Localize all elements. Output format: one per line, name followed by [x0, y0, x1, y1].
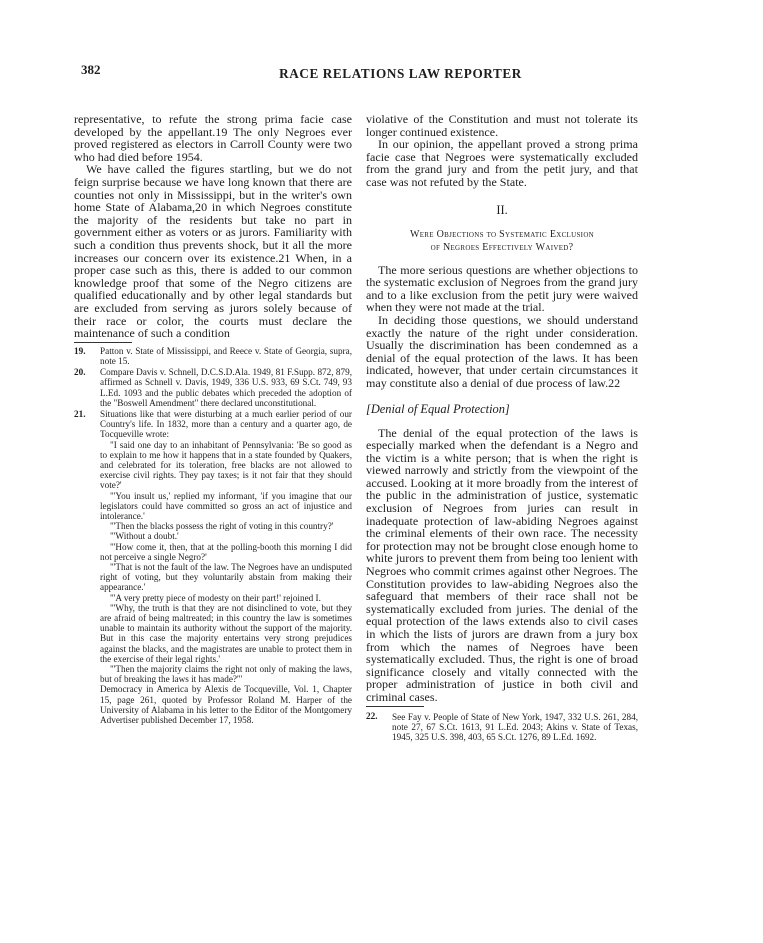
left-column: [74, 113, 352, 726]
body-paragraph: representative, to refute the strong prima facie case developed by the appellant.19 The only Negroes ever proved registered as electors in Carroll County were two who had died before 1954.: [74, 112, 352, 164]
footnote-19: [74, 346, 352, 366]
quote-line: "'That is not the fault of the law. The Negroes have an undisputed right of voting, but they voluntarily abstain from making their appearance.': [100, 561, 352, 593]
quote-line: "'Without a doubt.': [110, 531, 179, 542]
quote-line: "'A very pretty piece of modesty on their part!' rejoined I.: [110, 592, 321, 603]
footnote-text: Situations like that were disturbing at a much earlier period of our Country's life. In 1832, more than a century and a quarter ago, de Tocqueville wrote:: [100, 408, 352, 440]
footnote-22: [366, 712, 638, 743]
running-head: RACE RELATIONS LAW REPORTER: [279, 66, 522, 81]
section-title: [366, 228, 638, 254]
quote-line: "'You insult us,' replied my informant, 'if you imagine that our legislators could have committed so gross an act of injustice and intolerance.': [100, 490, 352, 521]
footnote-number: 19.: [74, 345, 86, 356]
footnote-divider: [366, 706, 424, 707]
footnote-divider: [74, 342, 132, 343]
citation-text: Democracy in America by Alexis de Tocqueville, Vol. 1, Chapter 15, page 261, quoted by Professor Roland M. Harper of the University of Alabama in his letter to the Editor of the Montgomery Advertiser published December 17, 1958.: [100, 684, 352, 725]
right-column: [366, 113, 638, 743]
section-title-line: Were Objections to Systematic Exclusion: [409, 228, 595, 240]
footnote-number: 22.: [366, 711, 378, 722]
right-footnotes: [366, 712, 638, 743]
footnote-21: [74, 409, 352, 725]
quote-line: "'How come it, then, that at the polling-booth this morning I did not perceive a single Negro?': [100, 541, 352, 562]
body-paragraph: We have called the figures startling, but we do not feign surprise because we have long known that there are counties not only in Mississippi, but in the writer's own home State of Alabama,20 in which Negroes constitute the majority of the residents but take no part in government either as voters or as jurors. Familiarity with such a condition thus prevents shock, but it all the more increases our concern over its existence.21 When, in a proper case such as this, there is added to our common knowledge proof that some of the Negro citizens are qualified educationally and by other legal standards but are excluded from serving as jurors solely because of their race or color, the courts must declare the maintenance of such a condition: [74, 162, 352, 341]
footnote-20: [74, 367, 352, 408]
quote-line: "'Then the majority claims the right not only of making the laws, but of breaking the laws it has made?'": [100, 663, 352, 685]
body-paragraph: In our opinion, the appellant proved a strong prima facie case that Negroes were systematically excluded from the grand jury and from the petit jury, and that case was not refuted by the State.: [366, 137, 638, 189]
footnote-number: 21.: [74, 408, 86, 419]
footnote-text: Patton v. State of Mississippi, and Reece v. State of Georgia, supra, note 15.: [100, 345, 352, 366]
section-number: II.: [496, 202, 508, 217]
footnote-text: See Fay v. People of State of New York, 1947, 332 U.S. 261, 284, note 27, 67 S.Ct. 1613, 91 L.Ed. 2043; Akins v. State of Texas, 1945, 325 U.S. 398, 403, 65 S.Ct. 1276, 89 L.Ed. 1692.: [392, 711, 638, 742]
section-title-line: of Negroes Effectively Waived?: [430, 241, 574, 253]
quote-line: "'Then the blacks possess the right of voting in this country?': [110, 521, 334, 532]
page-number: 382: [81, 62, 101, 77]
footnote-number: 20.: [74, 367, 86, 378]
footnote-text: Compare Davis v. Schnell, D.C.S.D.Ala. 1949, 81 F.Supp. 872, 879, affirmed as Schnell v. Davis, 1949, 336 U.S. 933, 69 S.Ct. 749, 93 L.Ed. 1093 and the public debates which preceded the adoption of the "Boswell Amendment" there declared unconstitutional.: [100, 367, 352, 408]
quote-line: "'Why, the truth is that they are not disinclined to vote, but they are afraid of being maltreated; in this country the law is sometimes unable to maintain its authority without the support of the majority. But in this case the majority entertains very strong prejudices against the blacks, and the magistrates are unable to protect them in the exercise of their legal rights.': [100, 602, 352, 664]
subheading: [Denial of Equal Protection]: [366, 401, 510, 416]
body-paragraph: In deciding those questions, we should understand exactly the nature of the right under consideration. Usually the discrimination has been condemned as a denial of the equal protection of the laws. It has been indicated, however, that under certain circumstances it may constitute also a denial of due process of law.22: [366, 312, 638, 390]
body-paragraph: The denial of the equal protection of the laws is especially marked when the defendant is a Negro and the victim is a white person; that is when the right is viewed narrowly and strictly from the viewpoint of the accused. Looking at it more broadly from the interest of the public in the administration of justice, systematic exclusion of Negroes from juries can result in inadequate protection of law-abiding Negroes against the criminal elements of their own race. The necessity for protection may not be brought close enough home to white jurors to prevent them from being too lenient with Negroes who commit crimes against other Negroes. The Constitution provides to law-abiding Negroes also the safeguard that members of their race shall not be systematically excluded from juries. The denial of the equal protection of the laws extends also to civil cases in which the lists of jurors are drawn from a jury box from which the names of Negroes have been systematically excluded. Thus, the right is one of broad significance closely and vitally connected with the proper administration of justice in both civil and criminal cases.: [366, 425, 638, 704]
quote-line: "I said one day to an inhabitant of Pennsylvania: 'Be so good as to explain to me how it happens that in a state founded by Quakers, and celebrated for its toleration, free blacks are not allowed to exercise civil rights. They pay taxes; is it not fair that they should vote?': [100, 439, 352, 491]
body-paragraph: violative of the Constitution and must not tolerate its longer continued existence.: [366, 112, 638, 139]
body-paragraph: The more serious questions are whether objections to the systematic exclusion of Negroes from the grand jury and to a like exclusion from the petit jury were waived when they were not made at the trial.: [366, 262, 638, 315]
page-header: [0, 62, 763, 88]
